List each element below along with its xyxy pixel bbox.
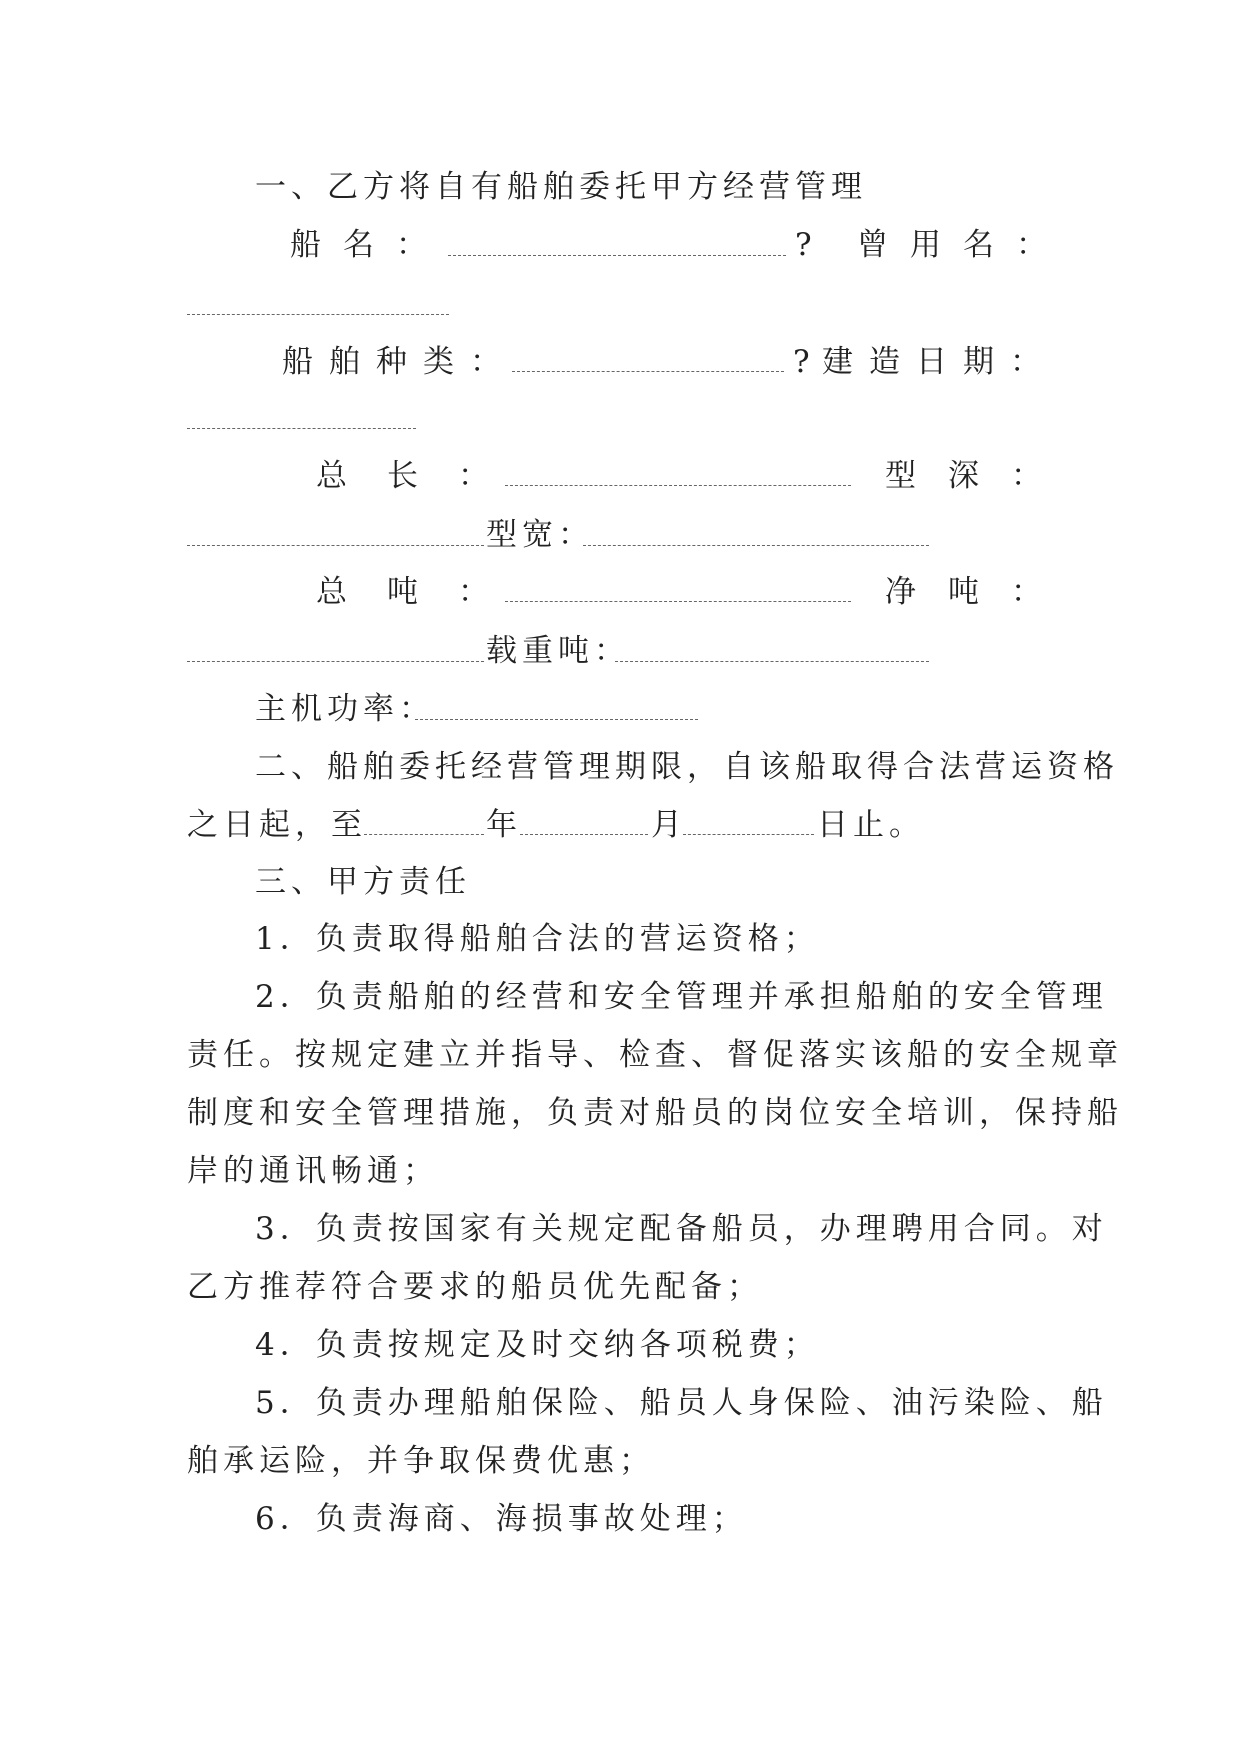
- item-3-line-2: 乙方推荐符合要求的船员优先配备；: [187, 1269, 763, 1305]
- deadweight-label: 载重吨：: [486, 633, 630, 669]
- former-name-label: 曾用名：: [857, 227, 1069, 263]
- depth-blank[interactable]: [187, 545, 484, 546]
- breadth-label: 型宽：: [486, 517, 594, 553]
- day-blank[interactable]: [683, 834, 814, 835]
- item-3-line-1: 3．负责按国家有关规定配备船员，办理聘用合同。对: [255, 1211, 1108, 1247]
- build-date-label: 建造日期：: [822, 344, 1057, 380]
- item-2-line-4: 岸的通讯畅通；: [187, 1153, 439, 1189]
- ship-type-blank[interactable]: [512, 371, 784, 372]
- item-2-line-2: 责任。按规定建立并指导、检查、督促落实该船的安全规章: [187, 1037, 1123, 1073]
- length-blank[interactable]: [505, 485, 851, 486]
- month-label: 月: [651, 807, 687, 843]
- build-date-blank[interactable]: [187, 428, 416, 429]
- engine-power-label: 主机功率：: [255, 691, 435, 727]
- ship-name-label: 船名：: [290, 227, 449, 263]
- year-label: 年: [486, 807, 522, 843]
- ship-name-blank[interactable]: [448, 255, 786, 256]
- day-end-label: 日止。: [817, 807, 925, 843]
- item-2-line-3: 制度和安全管理措施，负责对船员的岗位安全培训，保持船: [187, 1095, 1123, 1131]
- gross-tonnage-blank[interactable]: [505, 601, 851, 602]
- section2-line1: 二、船舶委托经营管理期限，自该船取得合法营运资格: [255, 749, 1119, 785]
- deadweight-blank[interactable]: [615, 661, 929, 662]
- net-tonnage-blank[interactable]: [187, 661, 484, 662]
- item-1: 1．负责取得船舶合法的营运资格；: [255, 921, 820, 957]
- item-4: 4．负责按规定及时交纳各项税费；: [255, 1327, 820, 1363]
- section3-heading: 三、甲方责任: [255, 864, 471, 900]
- gross-tonnage-label: 总吨：: [316, 574, 529, 610]
- section2-prefix: 之日起，至: [187, 807, 367, 843]
- former-name-blank[interactable]: [187, 314, 449, 315]
- item-6: 6．负责海商、海损事故处理；: [255, 1501, 748, 1537]
- question-mark-2: ?: [793, 344, 815, 380]
- depth-label: 型深：: [885, 458, 1074, 494]
- engine-power-blank[interactable]: [415, 719, 698, 720]
- month-blank[interactable]: [520, 834, 648, 835]
- item-5-line-1: 5．负责办理船舶保险、船员人身保险、油污染险、船: [255, 1385, 1108, 1421]
- section1-heading: 一、乙方将自有船舶委托甲方经营管理: [255, 169, 867, 205]
- breadth-blank[interactable]: [583, 545, 929, 546]
- item-2-line-1: 2．负责船舶的经营和安全管理并承担船舶的安全管理: [255, 979, 1108, 1015]
- question-mark-1: ?: [795, 227, 817, 263]
- net-tonnage-label: 净吨：: [885, 574, 1074, 610]
- length-label: 总长：: [316, 458, 529, 494]
- year-blank[interactable]: [364, 834, 484, 835]
- item-5-line-2: 舶承运险，并争取保费优惠；: [187, 1443, 655, 1479]
- ship-type-label: 船舶种类：: [282, 344, 517, 380]
